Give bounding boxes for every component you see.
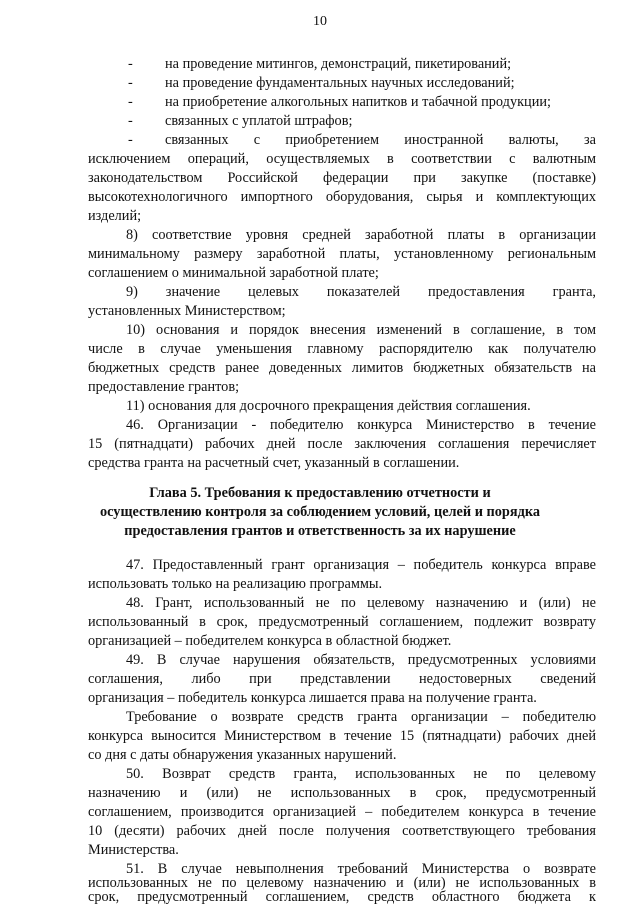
paragraph-line: предоставление грантов; xyxy=(88,379,240,395)
paragraph-line: 49. В случае нарушения обязательств, предусмотренных условиями xyxy=(126,652,596,668)
chapter-title-line: предоставления грантов и ответственность за их нарушение xyxy=(124,523,516,539)
list-dash: - xyxy=(128,113,133,129)
list-dash: - xyxy=(128,94,133,110)
paragraph-line: 46. Организации - победителю конкурса Министерство в течение xyxy=(126,417,596,433)
paragraph-line: 8) соответствие уровня средней заработной платы в организации xyxy=(126,227,596,243)
paragraph-line: 11) основания для досрочного прекращения действия соглашения. xyxy=(126,398,531,414)
paragraph-line: использовать только на реализацию программы. xyxy=(88,576,383,592)
paragraph-line: соглашения, либо при представлении недостоверных сведений xyxy=(88,671,596,687)
list-item: на проведение митингов, демонстраций, пикетирований; xyxy=(165,56,512,72)
paragraph-line: соглашением о минимальной заработной плате; xyxy=(88,265,379,281)
list-dash: - xyxy=(128,132,133,148)
paragraph-line: Министерства. xyxy=(88,842,179,858)
paragraph-line: 15 (пятнадцати) рабочих дней после заключения соглашения перечисляет xyxy=(88,436,596,452)
paragraph-line: Требование о возврате средств гранта организации – победителю xyxy=(126,709,596,725)
paragraph-line: 9) значение целевых показателей предоставления гранта, xyxy=(126,284,596,300)
paragraph-line: организация – победитель конкурса лишается права на получение гранта. xyxy=(88,690,537,706)
paragraph-line: организацией – победителем конкурса в областной бюджет. xyxy=(88,633,452,649)
paragraph-line: 10 (десяти) рабочих дней после получения соответствующего требования xyxy=(88,823,596,839)
paragraph-line: бюджетных средств ранее доведенных лимитов бюджетных обязательств на xyxy=(88,360,596,376)
list-dash: - xyxy=(128,75,133,91)
paragraph-line: использованный в срок, предусмотренный соглашением, подлежит возврату xyxy=(88,614,596,630)
list-item-line: высокотехнологичного импортного оборудования, сырья и комплектующих xyxy=(88,189,596,205)
list-item: на приобретение алкогольных напитков и табачной продукции; xyxy=(165,94,551,110)
chapter-title-line: осуществлению контроля за соблюдением условий, целей и порядка xyxy=(99,504,540,520)
paragraph-line: использованных не по целевому назначению и (или) не использованных в xyxy=(88,875,596,891)
paragraph-line: со дня с даты обнаружения указанных нарушений. xyxy=(88,747,397,763)
list-item-line: связанных с приобретением иностранной валюты, за xyxy=(165,132,596,148)
paragraph-line: 50. Возврат средств гранта, использованных не по целевому xyxy=(126,766,596,782)
paragraph-line: 10) основания и порядок внесения изменений в соглашение, в том xyxy=(126,322,596,338)
list-item: на проведение фундаментальных научных исследований; xyxy=(165,75,515,91)
list-item-line: исключением операций, осуществляемых в соответствии с валютным xyxy=(88,151,596,167)
paragraph-line: установленных Министерством; xyxy=(88,303,286,319)
page-number: 10 xyxy=(313,14,327,29)
list-item-line: законодательством Российской федерации при закупке (поставке) xyxy=(88,170,596,186)
paragraph-line: назначению и (или) не использованных в срок, предусмотренный xyxy=(88,785,596,801)
list-item: связанных с уплатой штрафов; xyxy=(165,113,353,129)
list-item-line: изделий; xyxy=(88,208,142,224)
list-dash: - xyxy=(128,56,133,72)
paragraph-line: минимальному размеру заработной платы, установленному региональным xyxy=(88,246,596,262)
paragraph-line: 51. В случае невыполнения требований Министерства о возврате xyxy=(126,861,596,877)
paragraph-line: 48. Грант, использованный не по целевому назначению и (или) не xyxy=(126,595,596,611)
paragraph-line: конкурса выносится Министерством в течение 15 (пятнадцати) рабочих дней xyxy=(88,728,596,744)
paragraph-line: соглашением, производится организацией – победителем конкурса в течение xyxy=(88,804,596,820)
paragraph-line: средства гранта на расчетный счет, указанный в соглашении. xyxy=(88,455,460,471)
paragraph-line: 47. Предоставленный грант организация – победитель конкурса вправе xyxy=(126,557,596,573)
chapter-title-line: Глава 5. Требования к предоставлению отчетности и xyxy=(149,485,491,501)
paragraph-line: числе в случае уменьшения главному распорядителю как получателю xyxy=(88,341,596,357)
paragraph-line: срок, предусмотренный соглашением, средств областного бюджета к xyxy=(88,889,596,905)
